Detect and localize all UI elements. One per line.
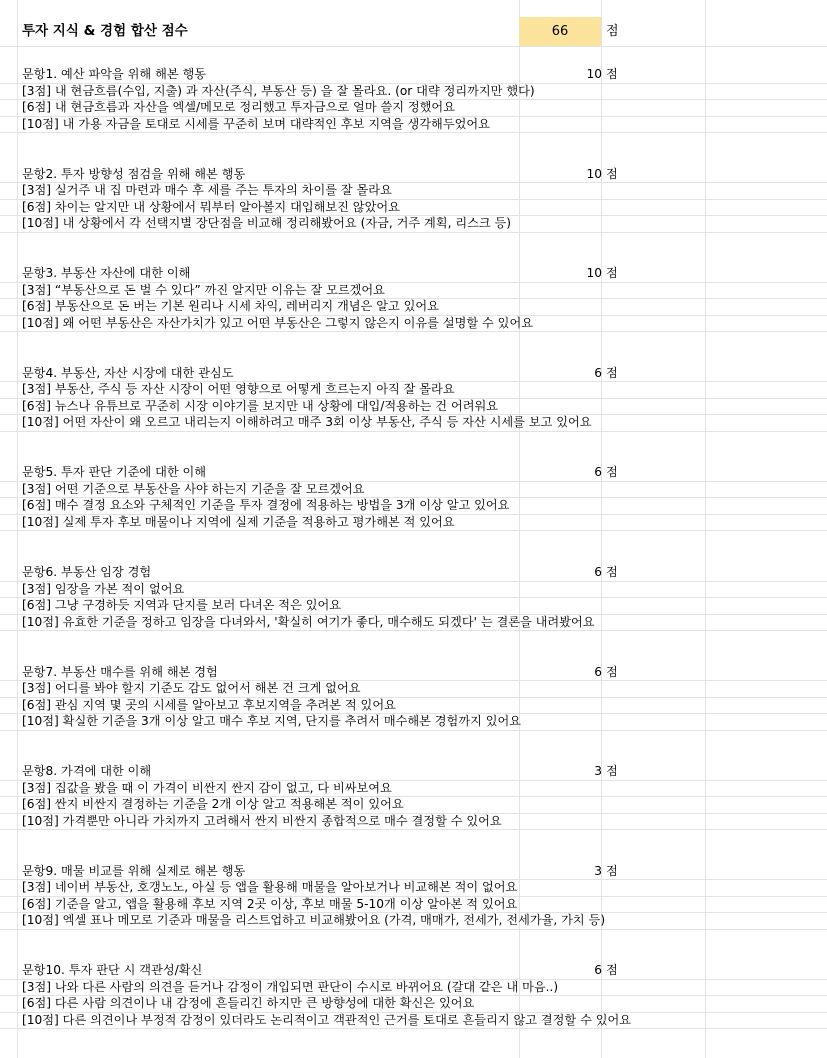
option-text: [3점] “부동산으로 돈 벌 수 있다” 까진 알지만 이유는 잘 모르겠어요 [22,282,385,297]
option-row[interactable] [0,299,827,316]
option-text: [6점] 차이는 알지만 내 상황에서 뭐부터 알아볼지 대입해보진 않았어요 [22,199,400,214]
option-text: [10점] 엑셀 표나 메모로 기준과 매물을 리스트업하고 비교해봤어요 (가격, 매매가, 전세가, 전세가율, 가치 등) [22,913,606,928]
option-row[interactable] [0,615,827,632]
question-score[interactable]: 10 [586,266,602,281]
question-title-row[interactable] [0,665,827,682]
option-row[interactable] [0,399,827,416]
option-text: [6점] 기준을 알고, 앱을 활용해 후보 지역 2곳 이상, 후보 매물 5-10개 이상 알아본 적 있어요 [22,896,518,911]
question-title: 문항8. 가격에 대한 이해 [22,764,152,779]
option-text: [10점] 유효한 기준을 정하고 임장을 다녀와서, '확실히 여기가 좋다, 매수해도 되겠다' 는 결론을 내려봤어요 [22,614,595,629]
option-text: [10점] 내 가용 자금을 토대로 시세를 꾸준히 보며 대략적인 후보 지역을 생각해두었어요 [22,116,490,131]
question-score-unit: 점 [606,67,618,81]
question-title-row[interactable] [0,366,827,383]
question-score[interactable]: 6 [594,365,602,380]
question-score[interactable]: 10 [586,166,602,181]
option-row[interactable] [0,183,827,200]
option-row[interactable] [0,598,827,615]
question-score[interactable]: 6 [594,465,602,480]
total-score-value[interactable]: 66 [519,17,601,46]
question-title-row[interactable] [0,465,827,482]
option-row[interactable] [0,897,827,914]
option-row[interactable] [0,814,827,831]
question-score[interactable]: 6 [594,565,602,579]
option-text: [10점] 확실한 기준을 3개 이상 알고 매수 후보 지역, 단지를 추려서 매수해본 경험까지 있어요 [22,714,522,729]
option-row[interactable] [0,980,827,997]
option-text: [3점] 집값을 봤을 때 이 가격이 비싼지 싼지 감이 없고, 다 비싸보여요 [22,780,392,795]
question-score[interactable]: 10 [586,67,602,81]
total-score-row[interactable] [0,17,827,47]
question-title-row[interactable] [0,764,827,781]
option-row[interactable] [0,415,827,432]
question-title: 문항3. 부동산 자산에 대한 이해 [22,266,191,281]
question-score[interactable]: 3 [594,863,602,878]
option-row[interactable] [0,200,827,217]
question-score-unit: 점 [606,764,618,779]
question-score[interactable]: 6 [594,664,602,679]
option-row[interactable] [0,382,827,399]
option-text: [6점] 뉴스나 유튜브로 꾸준히 시장 이야기를 보지만 내 상황에 대입/적용하는 건 어려워요 [22,398,499,413]
option-text: [3점] 어디를 봐야 할지 기준도 감도 없어서 해본 건 크게 없어요 [22,681,361,696]
question-title: 문항1. 예산 파악을 위해 해본 행동 [22,67,207,81]
option-row[interactable] [0,216,827,233]
question-title-row[interactable] [0,565,827,582]
option-text: [10점] 왜 어떤 부동산은 자산가치가 있고 어떤 부동산은 그렇지 않은지 이유를 설명할 수 있어요 [22,315,533,330]
question-title: 문항9. 매물 비교를 위해 실제로 해본 행동 [22,863,246,878]
option-text: [6점] 내 현금흐름과 자산을 엑셀/메모로 정리했고 투자금으로 얼마 쓸지 정했어요 [22,100,455,114]
option-text: [6점] 매수 결정 요소와 구체적인 기준을 투자 결정에 적용하는 방법을 3개 이상 알고 있어요 [22,498,510,513]
option-row[interactable] [0,283,827,300]
option-row[interactable] [0,714,827,731]
option-text: [3점] 네이버 부동산, 호갱노노, 아실 등 앱을 활용해 매물을 알아보거나 비교해본 적이 없어요 [22,880,518,895]
question-title-row[interactable] [0,266,827,283]
question-title: 문항6. 부동산 임장 경험 [22,565,152,579]
total-score-label: 투자 지식 & 경험 합산 점수 [22,23,188,39]
option-row[interactable] [0,698,827,715]
option-text: [10점] 다른 의견이나 부정적 감정이 있더라도 논리적이고 객관적인 근거를 토대로 흔들리지 않고 결정할 수 있어요 [22,1012,632,1027]
option-text: [3점] 임장을 가본 적이 없어요 [22,581,185,596]
option-row[interactable] [0,84,827,101]
question-title-row[interactable] [0,864,827,881]
option-row[interactable] [0,316,827,333]
question-score-unit: 점 [606,166,618,181]
option-text: [3점] 어떤 기준으로 부동산을 사야 하는지 기준을 잘 모르겠어요 [22,481,365,496]
option-row[interactable] [0,100,827,117]
question-score[interactable]: 3 [594,764,602,779]
question-score-unit: 점 [606,266,618,281]
question-title: 문항10. 투자 판단 시 객관성/확신 [22,963,203,978]
option-row[interactable] [0,681,827,698]
option-text: [10점] 실제 투자 후보 매물이나 지역에 실제 기준을 적용하고 평가해본 적 있어요 [22,514,455,529]
question-title: 문항5. 투자 판단 기준에 대한 이해 [22,465,207,480]
question-score-unit: 점 [606,365,618,380]
question-score-unit: 점 [606,565,618,579]
question-score-unit: 점 [606,963,618,978]
option-text: [3점] 나와 다른 사람의 의견을 듣거나 감정이 개입되면 판단이 수시로 바뀌어요 (갈대 같은 내 마음..) [22,979,559,994]
question-title-row[interactable] [0,963,827,980]
option-text: [6점] 부동산으로 돈 버는 기본 원리나 시세 차익, 레버리지 개념은 알고 있어요 [22,299,439,314]
option-row[interactable] [0,797,827,814]
option-text: [3점] 내 현금흐름(수입, 지출) 과 자산(주식, 부동산 등) 을 잘 몰라요. (or 대략 정리까지만 했다) [22,83,535,98]
option-row[interactable] [0,913,827,930]
option-row[interactable] [0,781,827,798]
question-title: 문항7. 부동산 매수를 위해 해본 경험 [22,664,218,679]
question-score-unit: 점 [606,664,618,679]
question-title-row[interactable] [0,67,827,84]
option-row[interactable] [0,1013,827,1030]
option-text: [6점] 다른 사람 의견이나 내 감정에 흔들리긴 하지만 큰 방향성에 대한 확신은 있어요 [22,996,475,1011]
option-row[interactable] [0,582,827,599]
option-text: [10점] 가격뿐만 아니라 가치까지 고려해서 싼지 비싼지 종합적으로 매수 결정할 수 있어요 [22,813,502,828]
option-text: [6점] 싼지 비싼지 결정하는 기준을 2개 이상 알고 적용해본 적이 있어요 [22,797,404,812]
option-row[interactable] [0,880,827,897]
option-row[interactable] [0,498,827,515]
option-row[interactable] [0,515,827,532]
option-text: [10점] 내 상황에서 각 선택지별 장단점을 비교해 정리해봤어요 (자금, 거주 계획, 리스크 등) [22,216,512,231]
option-row[interactable] [0,117,827,134]
option-text: [3점] 실거주 내 집 마련과 매수 후 세를 주는 투자의 차이를 잘 몰라요 [22,183,392,198]
option-row[interactable] [0,996,827,1013]
total-score-unit: 점 [606,24,619,39]
option-text: [10점] 어떤 자산이 왜 오르고 내리는지 이해하려고 매주 3회 이상 부동산, 주식 등 자산 시세를 보고 있어요 [22,415,592,430]
question-score-unit: 점 [606,863,618,878]
option-text: [6점] 관심 지역 몇 곳의 시세를 알아보고 후보지역을 추려본 적 있어요 [22,697,396,712]
question-score-unit: 점 [606,465,618,480]
option-text: [6점] 그냥 구경하듯 지역과 단지를 보러 다녀온 적은 있어요 [22,598,342,612]
question-title: 문항4. 부동산, 자산 시장에 대한 관심도 [22,365,234,380]
question-title-row[interactable] [0,167,827,184]
question-score[interactable]: 6 [594,963,602,978]
question-title: 문항2. 투자 방향성 점검을 위해 해본 행동 [22,166,246,181]
option-row[interactable] [0,482,827,499]
option-text: [3점] 부동산, 주식 등 자산 시장이 어떤 영향으로 어떻게 흐르는지 아직 잘 몰라요 [22,382,455,397]
